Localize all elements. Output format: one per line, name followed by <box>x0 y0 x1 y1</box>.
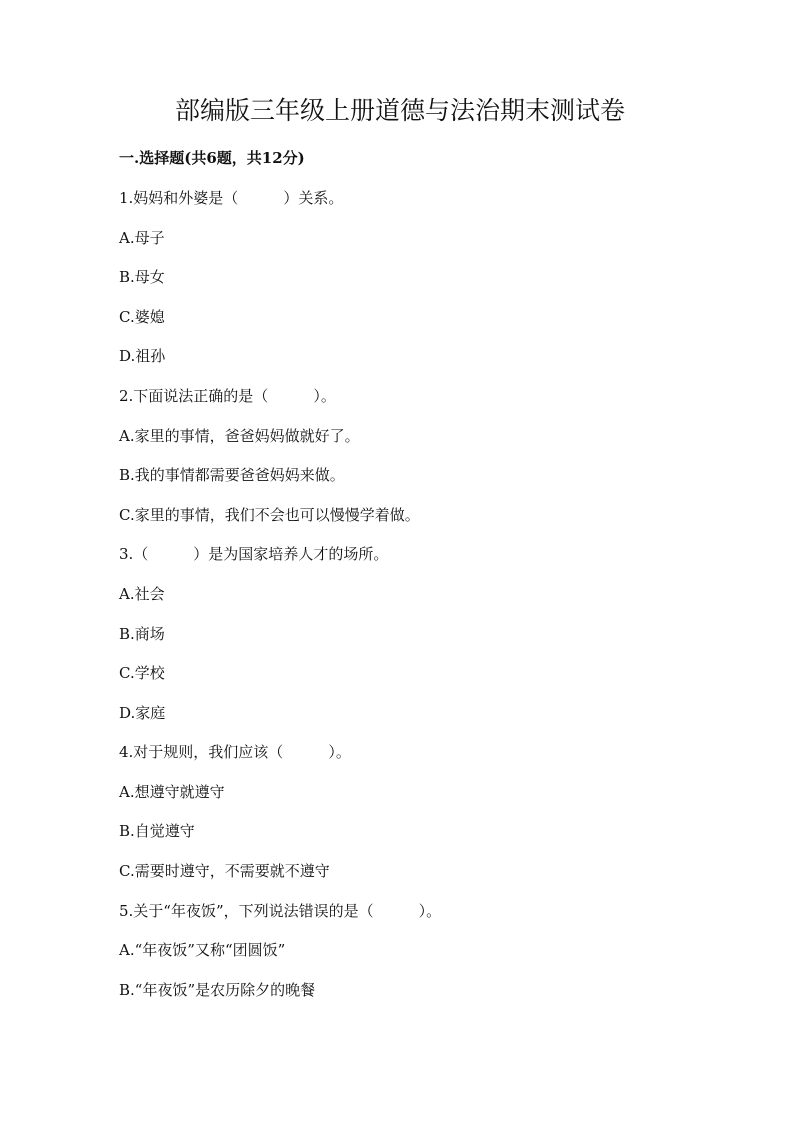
question-4-option-c: C.需要时遵守，不需要就不遵守 <box>119 862 330 880</box>
section-heading: 一.选择题(共6题，共12分) <box>119 149 305 167</box>
page-title: 部编版三年级上册道德与法治期末测试卷 <box>174 96 625 125</box>
question-3-option-b: B.商场 <box>119 625 165 643</box>
question-2-option-a: A.家里的事情，爸爸妈妈做就好了。 <box>119 427 360 445</box>
question-5-option-a: A.“年夜饭”又称“团圆饭” <box>119 941 286 959</box>
question-3-option-a: A.社会 <box>119 585 165 603</box>
question-1-option-c: C.婆媳 <box>119 308 165 326</box>
question-2-option-c: C.家里的事情，我们不会也可以慢慢学着做。 <box>119 506 420 524</box>
question-5-stem: 5.关于“年夜饭”，下列说法错误的是（ ）。 <box>119 902 442 920</box>
question-3-stem: 3.（ ）是为国家培养人才的场所。 <box>119 545 389 563</box>
question-1-option-b: B.母女 <box>119 268 165 286</box>
question-1-stem: 1.妈妈和外婆是（ ）关系。 <box>119 189 344 207</box>
question-5-option-b: B.“年夜饭”是农历除夕的晚餐 <box>119 981 316 999</box>
question-1-option-d: D.祖孙 <box>119 347 166 365</box>
question-4-option-b: B.自觉遵守 <box>119 822 195 840</box>
question-2-stem: 2.下面说法正确的是（ ）。 <box>119 387 336 405</box>
question-3-option-c: C.学校 <box>119 664 165 682</box>
question-4-option-a: A.想遵守就遵守 <box>119 783 225 801</box>
question-2-option-b: B.我的事情都需要爸爸妈妈来做。 <box>119 466 345 484</box>
question-3-option-d: D.家庭 <box>119 704 166 722</box>
question-1-option-a: A.母子 <box>119 229 165 247</box>
question-4-stem: 4.对于规则，我们应该（ ）。 <box>119 743 351 761</box>
